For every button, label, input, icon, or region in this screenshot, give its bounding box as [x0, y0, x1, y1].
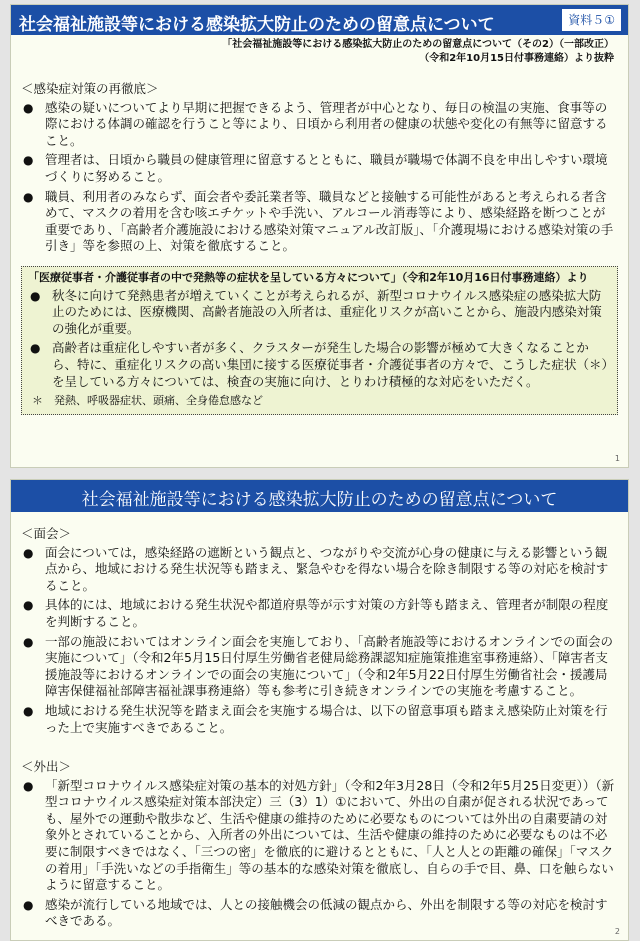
list-item: ● 面会については，感染経路の遮断という観点と、つながりや交流が心身の健康に与える影響という観点から、地域における発生状況等も踏まえ、緊急やむを得ない場合を除き制限する等の対応を検討すること。: [23, 544, 609, 593]
list-item: ● 職員、利用者のみならず、面会者や委託業者等、職員などと接触する可能性があると考えられる者含めて、マスクの着用を含む咳エチケットや手洗い、アルコール消毒等により、感染経路を断つことが重要であり、「高齢者介護施設における感染対策マニュアル改訂版」、「介護現場における感染対策の手引き」等を参照の上、対策を徹底すること。: [23, 188, 614, 254]
bullet-icon: ●: [23, 634, 34, 649]
section-heading: ＜感染症対策の再徹底＞: [21, 81, 159, 96]
slide-2-title: 社会福祉施設等における感染拡大防止のための留意点について: [81, 490, 558, 510]
fever-staff-notice-box: [21, 266, 618, 415]
bullet-icon: ●: [23, 100, 34, 115]
slide-2: [10, 479, 629, 941]
slide-1-title-bar: [11, 5, 628, 35]
list-item: ● 一部の施設においてはオンライン面会を実施しており、「高齢者施設等におけるオンラインでの面会の実施について」（令和2年5月15日付厚生労働省老健局総務課認知症施策推進室事務連絡）、「障害者支援施設等におけるオンラインでの面会の実施について」（令和2年5月22日付厚生労働省社会・援護局障害保健福祉部障害福祉課事務連絡）等も参考に引き続きオンラインでの実施を考慮すること。: [23, 633, 614, 699]
list-item: ● 管理者は、日頃から職員の健康管理に留意するとともに、職員が職場で体調不良を申出しやすい環境づくりに努めること。: [23, 152, 608, 184]
list-item: ● 秋冬に向けて発熱患者が増えていくことが考えられるが、新型コロナウイルス感染症の感染拡大防止のためには、医療機関、高齢者施設の入所者は、重症化リスクが高いことから、施設内感染対策の強化が重要。: [30, 287, 602, 336]
infection-control-section: [21, 81, 616, 258]
list-item: ● 具体的には、地域における発生状況や都道府県等が示す対策の方針等も踏まえ、管理者が制限の程度を判断すること。: [23, 597, 609, 629]
source-note-line-1: 「社会福祉施設等における感染拡大防止のための留意点について（その2）（一部改正）: [222, 39, 614, 50]
source-note: [222, 38, 614, 66]
slide-2-title-bar: [11, 480, 628, 512]
source-note-line-2: （令和2年10月15日付事務連絡）より抜粋: [419, 53, 614, 64]
document-number-badge: 資料５①: [561, 8, 622, 32]
slide-1: [10, 4, 629, 468]
symptom-footnote: ＊ 発熱、呼吸器症状、頭痛、全身倦怠感など: [32, 394, 263, 408]
notice-box-title: 「医療従事者・介護従事者の中で発熱等の症状を呈している方々について」（令和2年10月16日付事務連絡）より: [28, 271, 589, 284]
bullet-icon: ●: [23, 189, 34, 204]
list-item: ● 感染が流行している地域では、人との接触機会の低減の観点から、外出を制限する等の対応を検討すべきである。: [23, 896, 608, 929]
outing-section: [21, 759, 616, 933]
list-item: ● 「新型コロナウイルス感染症対策の基本的対処方針」（令和2年3月28日（令和2年5月25日変更））（新型コロナウイルス感染症対策本部決定）三（3）1）①において、外出の自粛が促される状況であっても、屋外での運動や散歩など、生活や健康の維持のために必要なものについては外出の自粛要請の対象外とされていることから、入所者の外出については、生活や健康の維持のために必要なものは不必要に制限すべきではなく、「三つの密」を徹底的に避けるとともに、「人と人との距離の確保」「マスクの着用」「手洗いなどの手指衛生」等の基本的な感染対策を徹底し、自らの手で目、鼻、口を触らないように留意すること。: [23, 777, 615, 893]
bullet-icon: ●: [23, 778, 34, 793]
page-number: 2: [614, 927, 620, 936]
bullet-icon: ●: [30, 288, 41, 303]
bullet-icon: ●: [23, 153, 34, 168]
bullet-icon: ●: [23, 897, 34, 912]
bullet-icon: ●: [23, 545, 34, 560]
bullet-icon: ●: [30, 341, 41, 356]
list-item: ● 高齢者は重症化しやすい者が多く、クラスターが発生した場合の影響が極めて大きくなることから、特に、重症化リスクの高い集団に接する医療従事者・介護従事者の方々で、こうした症状（＊）を呈している方々については、検査の実施に向け、とりわけ積極的な対応をいただく。: [30, 340, 608, 389]
slide-1-title: 社会福祉施設等における感染拡大防止のための留意点について: [19, 15, 495, 35]
bullet-icon: ●: [23, 598, 34, 613]
visitation-heading: ＜面会＞: [21, 526, 72, 541]
visitation-section: [21, 526, 616, 739]
bullet-icon: ●: [23, 703, 34, 718]
list-item: ● 感染の疑いについてより早期に把握できるよう、管理者が中心となり、毎日の検温の実施、食事等の際における体調の確認を行うこと等により、日頃から利用者の健康の状態や変化の有無等に留意すること。: [23, 99, 608, 148]
list-item: ● 地域における発生状況等を踏まえ面会を実施する場合は、以下の留意事項も踏まえ感染防止対策を行った上で実施すべきであること。: [23, 702, 608, 735]
outing-heading: ＜外出＞: [21, 759, 72, 774]
page-number: 1: [614, 454, 620, 463]
